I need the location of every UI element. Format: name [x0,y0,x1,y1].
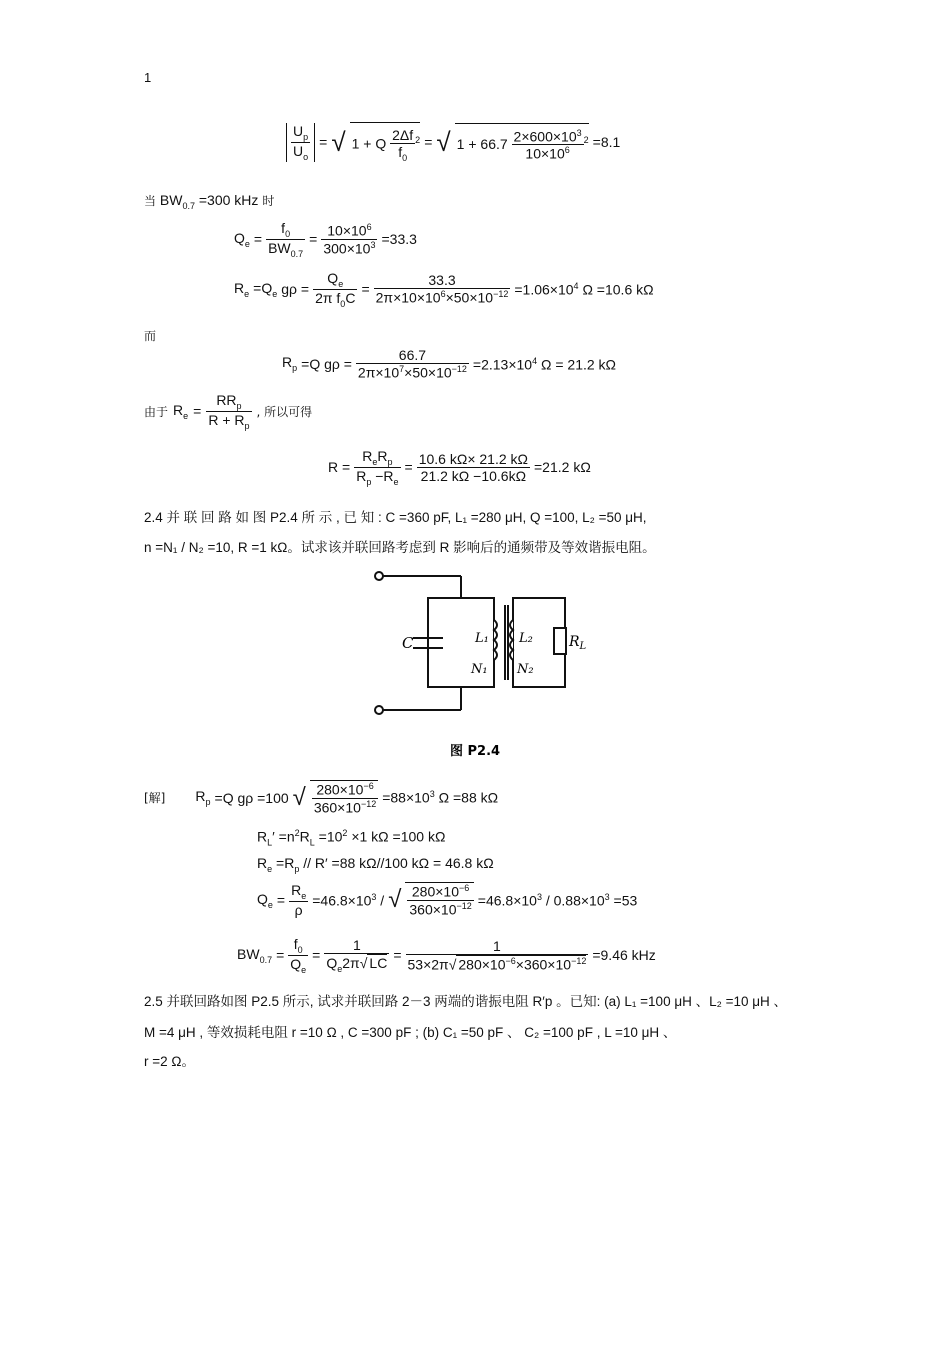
equation-qe: $Q_e$ = $\frac{f_0}{BW_{0.7}}$ = $\frac{10\times 10^6}{300\times 10^3}$ =33.3 [234,220,417,259]
problem-2-5-line3: r =2 Ω。 [144,1054,195,1069]
label-l1: L₁ [475,631,489,646]
solution-bw: $BW_{0.7}$ = $\frac{f_0}{Q_e}$ = $\frac{1}{Q_e2\pi√ LC}$ = $\frac{1}{53\times 2\pi√ 280\times 10^{-6}\times 360\times 10^{-12}}$ =9.46 kHz [237,936,656,975]
bw-condition-line: 当 $BW_{0.7} =300$ kHz 时 [144,192,275,211]
label-rl: $R_L$ [569,634,587,652]
problem-2-4-line2: n =N₁ / N₂ =10, R =1 kΩ。试求该并联回路考虑到 R 影响后的通频带及等效谐振电阻。 [144,540,656,555]
problem-2-5-line1: 2.5 并联回路如图 P2.5 所示, 试求并联回路 2－3 两端的谐振电阻 R′p 。已知: (a) L₁ =100 μH 、L₂ =10 μH 、 [144,994,788,1009]
equation-r: R = $\frac{R_eR_p}{R_p -R_e}$ = $\frac{10.6 k\Omega\times 21.2 k\Omega}{21.2 k\Omega -10.6k\Omega}$ =21.2 kΩ [328,448,591,487]
label-l2: L₂ [519,631,533,646]
page-number: 1 [144,70,152,85]
label-n1: N₁ [471,662,488,677]
problem-2-5-line2: M =4 μH , 等效损耗电阻 r =10 Ω , C =300 pF ; (b) C₁ =50 pF 、 C₂ =100 pF , L =10 μH 、 [144,1025,677,1040]
solution-qe: $Q_e$ = $\frac{R_e}{\rho}$ $=46.8\times 10^3$ / √ $\frac{280\times 10^{-6}}{360\times 10^{-12}}$ $=46.8\times 10^3 / 0.88\times 10^3 =53$ [257,882,638,918]
label-c: C [402,634,414,652]
equation-re: $R_e$ $=Q_e$ gρ = $\frac{Q_e}{2\pi f_0C}$ = $\frac{33.3}{2\pi\times 10\times 10^6\times 50\times 10^{-12}}$ $=1.06\times 10^4$ Ω =10.6 kΩ [234,270,654,309]
solution-rp: [解] $R_p$ =Q gρ =100 √ $\frac{280\times 10^{-6}}{360\times 10^{-12}}$ $=88\times 10^3$ Ω =88 kΩ [144,781,499,816]
word-and: 而 [144,329,157,343]
circuit-diagram [355,560,590,765]
equation-rp: $R_p$ =Q gρ = $\frac{66.7}{2\pi\times 10^7\times 50\times 10^{-12}}$ $=2.13\times 10^4$ Ω = 21.2 kΩ [282,347,617,381]
problem-2-4-line1: 2.4 并 联 回 路 如 图 P2.4 所 示 , 已 知 : C =360 pF, L₁ =280 μH, Q =100, L₂ =50 μH, [144,510,647,525]
figure-caption: 图 P2.4 [450,744,501,759]
solution-rl: $R_L' =n^2R_L =10^2 \times 1$ kΩ =100 kΩ [257,828,446,848]
solution-re: $R_e =R_p // R' =88$ kΩ//100 kΩ = 46.8 kΩ [257,855,494,874]
equation-voltage-ratio: $\frac{U_p}{U_o}$ = √ 1 + Q $\frac{2\Delta f}{f_0}$ $^2$ = √ 1 + 66.7 $\frac{2\times 600\times 10^3}{10\times 10^6}$ $^2$ =8.1 [286,122,620,163]
figure-p2-4 [355,560,590,765]
since-line: 由于 $R_e$ = $\frac{RR_p}{R + R_p}$ , 所以可得 [144,392,313,431]
label-n2: N₂ [517,662,534,677]
